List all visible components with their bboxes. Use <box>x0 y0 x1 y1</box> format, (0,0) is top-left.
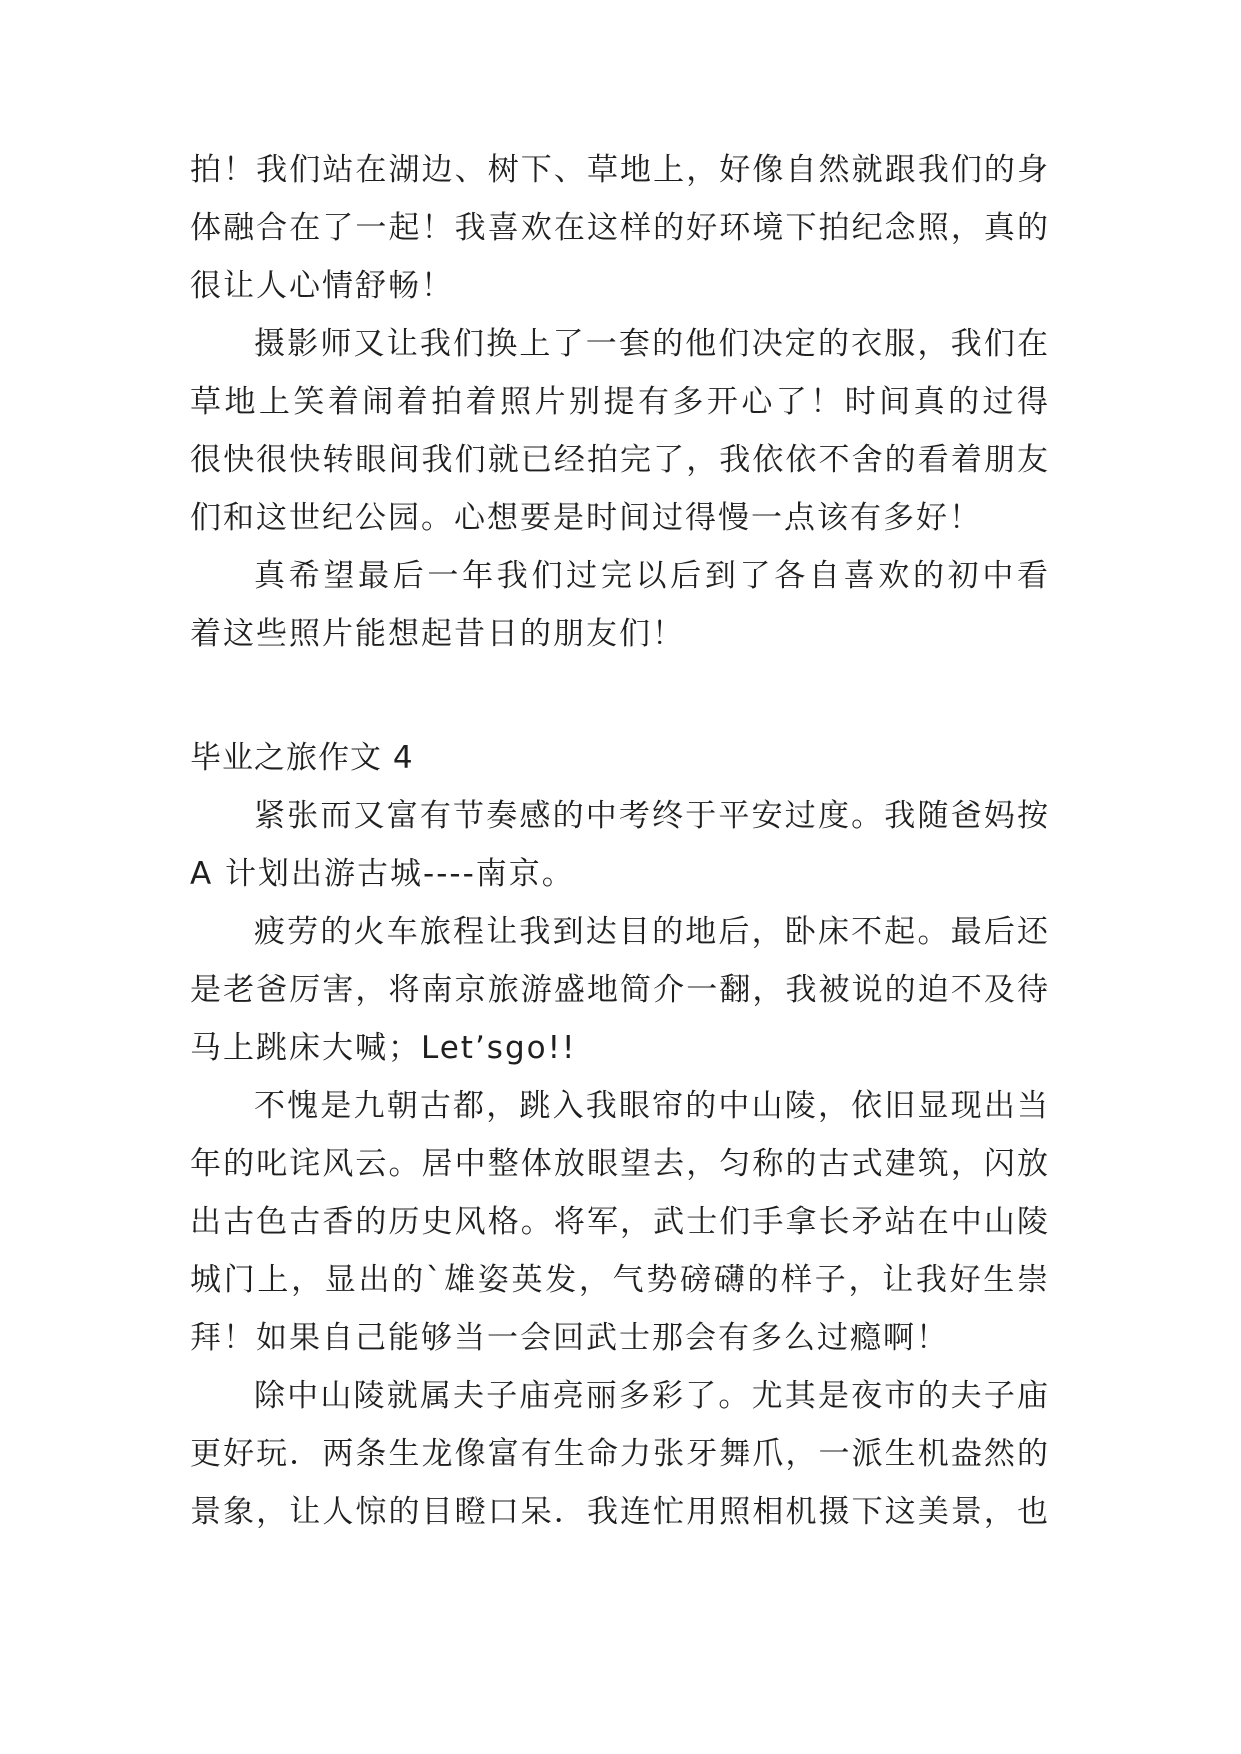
paragraph-line: 出古色古香的历史风格。将军，武士们手拿长矛站在中山陵 <box>190 1204 1050 1240</box>
paragraph-line: 拜！如果自己能够当一会回武士那会有多么过瘾啊！ <box>190 1320 949 1356</box>
paragraph-line: 是老爸厉害，将南京旅游盛地简介一翻，我被说的迫不及待 <box>190 972 1050 1008</box>
paragraph-line: 景象，让人惊的目瞪口呆．我连忙用照相机摄下这美景，也 <box>190 1494 1050 1530</box>
paragraph-line: 摄影师又让我们换上了一套的他们决定的衣服，我们在 <box>254 326 1050 362</box>
paragraph-line: 真希望最后一年我们过完以后到了各自喜欢的初中看 <box>254 558 1050 594</box>
paragraph-line: 很快很快转眼间我们就已经拍完了，我依依不舍的看着朋友 <box>190 442 1050 478</box>
paragraph-line: 年的叱诧风云。居中整体放眼望去，匀称的古式建筑，闪放 <box>190 1146 1050 1182</box>
paragraph-line: 着这些照片能想起昔日的朋友们！ <box>190 616 685 652</box>
paragraph-line: 草地上笑着闹着拍着照片别提有多开心了！时间真的过得 <box>190 384 1050 420</box>
paragraph-line: 城门上，显出的`雄姿英发，气势磅礴的样子，让我好生崇 <box>190 1262 1050 1298</box>
paragraph-line: 紧张而又富有节奏感的中考终于平安过度。我随爸妈按 <box>254 798 1050 834</box>
paragraph-line: 们和这世纪公园。心想要是时间过得慢一点该有多好！ <box>190 500 982 536</box>
paragraph-line: 体融合在了一起！我喜欢在这样的好环境下拍纪念照，真的 <box>190 210 1050 246</box>
section-heading: 毕业之旅作文 4 <box>190 740 414 776</box>
paragraph-line: 更好玩．两条生龙像富有生命力张牙舞爪，一派生机盎然的 <box>190 1436 1050 1472</box>
paragraph-line: 很让人心情舒畅！ <box>190 268 454 304</box>
paragraph-line: 除中山陵就属夫子庙亮丽多彩了。尤其是夜市的夫子庙 <box>254 1378 1050 1414</box>
paragraph-line: 不愧是九朝古都，跳入我眼帘的中山陵，依旧显现出当 <box>254 1088 1050 1124</box>
paragraph-line: 拍！我们站在湖边、树下、草地上，好像自然就跟我们的身 <box>190 152 1050 188</box>
paragraph-line: A 计划出游古城----南京。 <box>190 856 575 892</box>
paragraph-line: 疲劳的火车旅程让我到达目的地后，卧床不起。最后还 <box>254 914 1050 950</box>
paragraph-line: 马上跳床大喊；Let’sgo!! <box>190 1030 577 1066</box>
